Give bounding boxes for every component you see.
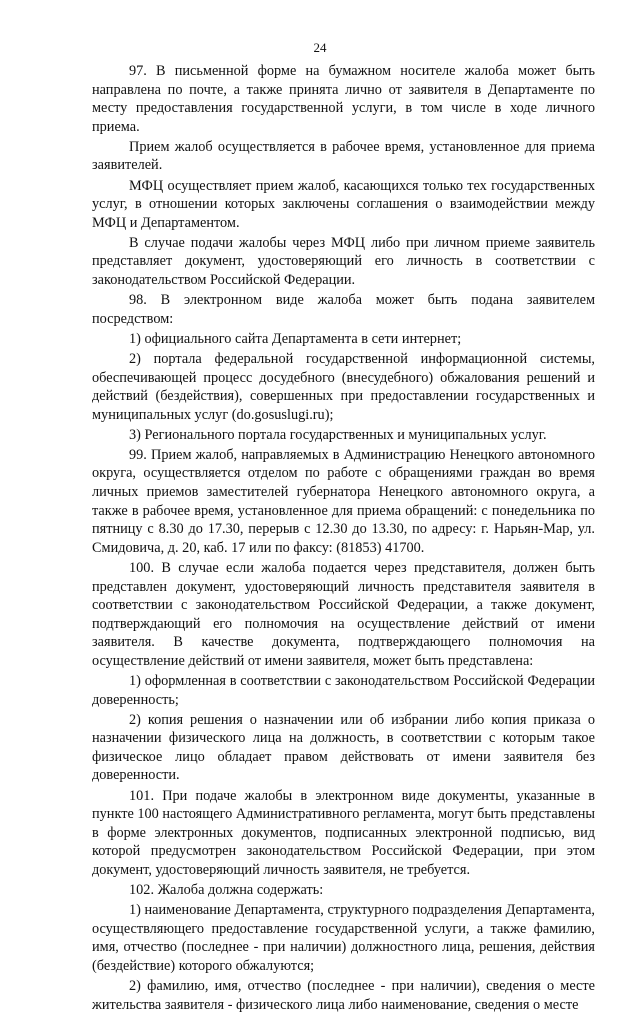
paragraph-98-item-1: 1) официального сайта Департамента в сети интернет;	[129, 330, 462, 347]
paragraph-102-item-2: 2) фамилию, имя, отчество (последнее - при наличии), сведения о месте жительства заявителя - физического лица либо наименование, сведения о месте	[92, 978, 595, 1013]
paragraph-100-item-2: 2) копия решения о назначении или об избрании либо копия приказа о назначении физического лица на должность, в соответствии с которым такое физическое лицо обладает правом действовать от имени заявителя без доверенности.	[92, 711, 595, 784]
paragraph-100-item-1: 1) оформленная в соответствии с законодательством Российской Федерации доверенность;	[92, 673, 595, 708]
paragraph-100: 100. В случае если жалоба подается через представителя, должен быть представлен документ, удостоверяющий личность представителя заявителя в соответствии с законодательством Российской Федерации, а также документ, подтверждающий его полномочия на осуществление действий от имени заявителя. В качестве документа, подтверждающего полномочия на осуществление действий от имени заявителя, может быть представлена:	[92, 559, 595, 669]
paragraph-98-item-3: 3) Регионального портала государственных и муниципальных услуг.	[129, 426, 547, 443]
paragraph-102: 102. Жалоба должна содержать:	[129, 882, 324, 899]
paragraph-97-identity: В случае подачи жалобы через МФЦ либо при личном приеме заявитель представляет документ, удостоверяющий его личность в соответствии с законодательством Российской Федерации.	[92, 234, 595, 289]
paragraph-98-item-2: 2) портала федеральной государственной информационной системы, обеспечивающей процесс досудебного (внесудебного) обжалования решений и действий (бездействия), совершенных при предоставлении государственных и муниципальных услуг (do.gosuslugi.ru);	[92, 350, 595, 423]
paragraph-99: 99. Прием жалоб, направляемых в Администрацию Ненецкого автономного округа, осуществляется отделом по работе с обращениями граждан во время личных приемов заместителей губернатора Ненецкого автономного округа, а также в рабочее время, установленное для приема обращений: с понедельника по пятницу с 8.30 до 17.30, перерыв с 12.30 до 13.30, по адресу: г. Нарьян-Мар, ул. Смидовича, д. 20, каб. 17 или по факсу: (81853) 41700.	[92, 446, 595, 556]
document-body	[92, 62, 595, 1015]
paragraph-97-reception: Прием жалоб осуществляется в рабочее время, установленное для приема заявителей.	[92, 138, 595, 174]
page-number: 24	[313, 40, 327, 55]
paragraph-101: 101. При подаче жалобы в электронном виде документы, указанные в пункте 100 настоящего Административного регламента, могут быть представлены в форме электронных документов, подписанных электронной подписью, вид которой предусмотрен законодательством Российской Федерации, при этом документ, удостоверяющий личность заявителя, не требуется.	[92, 787, 595, 878]
paragraph-98: 98. В электронном виде жалоба может быть подана заявителем посредством:	[92, 292, 595, 327]
paragraph-102-item-1: 1) наименование Департамента, структурного подразделения Департамента, осуществляющего предоставление государственной услуги, а также фамилию, имя, отчество (последнее - при наличии) должностного лица, решения, действия (бездействие) которого обжалуются;	[92, 902, 595, 974]
paragraph-97: 97. В письменной форме на бумажном носителе жалоба может быть направлена по почте, а также принята лично от заявителя в Департаменте по месту предоставления государственной услуги, в том числе в ходе личного приема.	[92, 63, 595, 135]
paragraph-97-mfc: МФЦ осуществляет прием жалоб, касающихся только тех государственных услуг, в отношении которых заключены соглашения о взаимодействии между МФЦ и Департаментом.	[92, 177, 595, 231]
